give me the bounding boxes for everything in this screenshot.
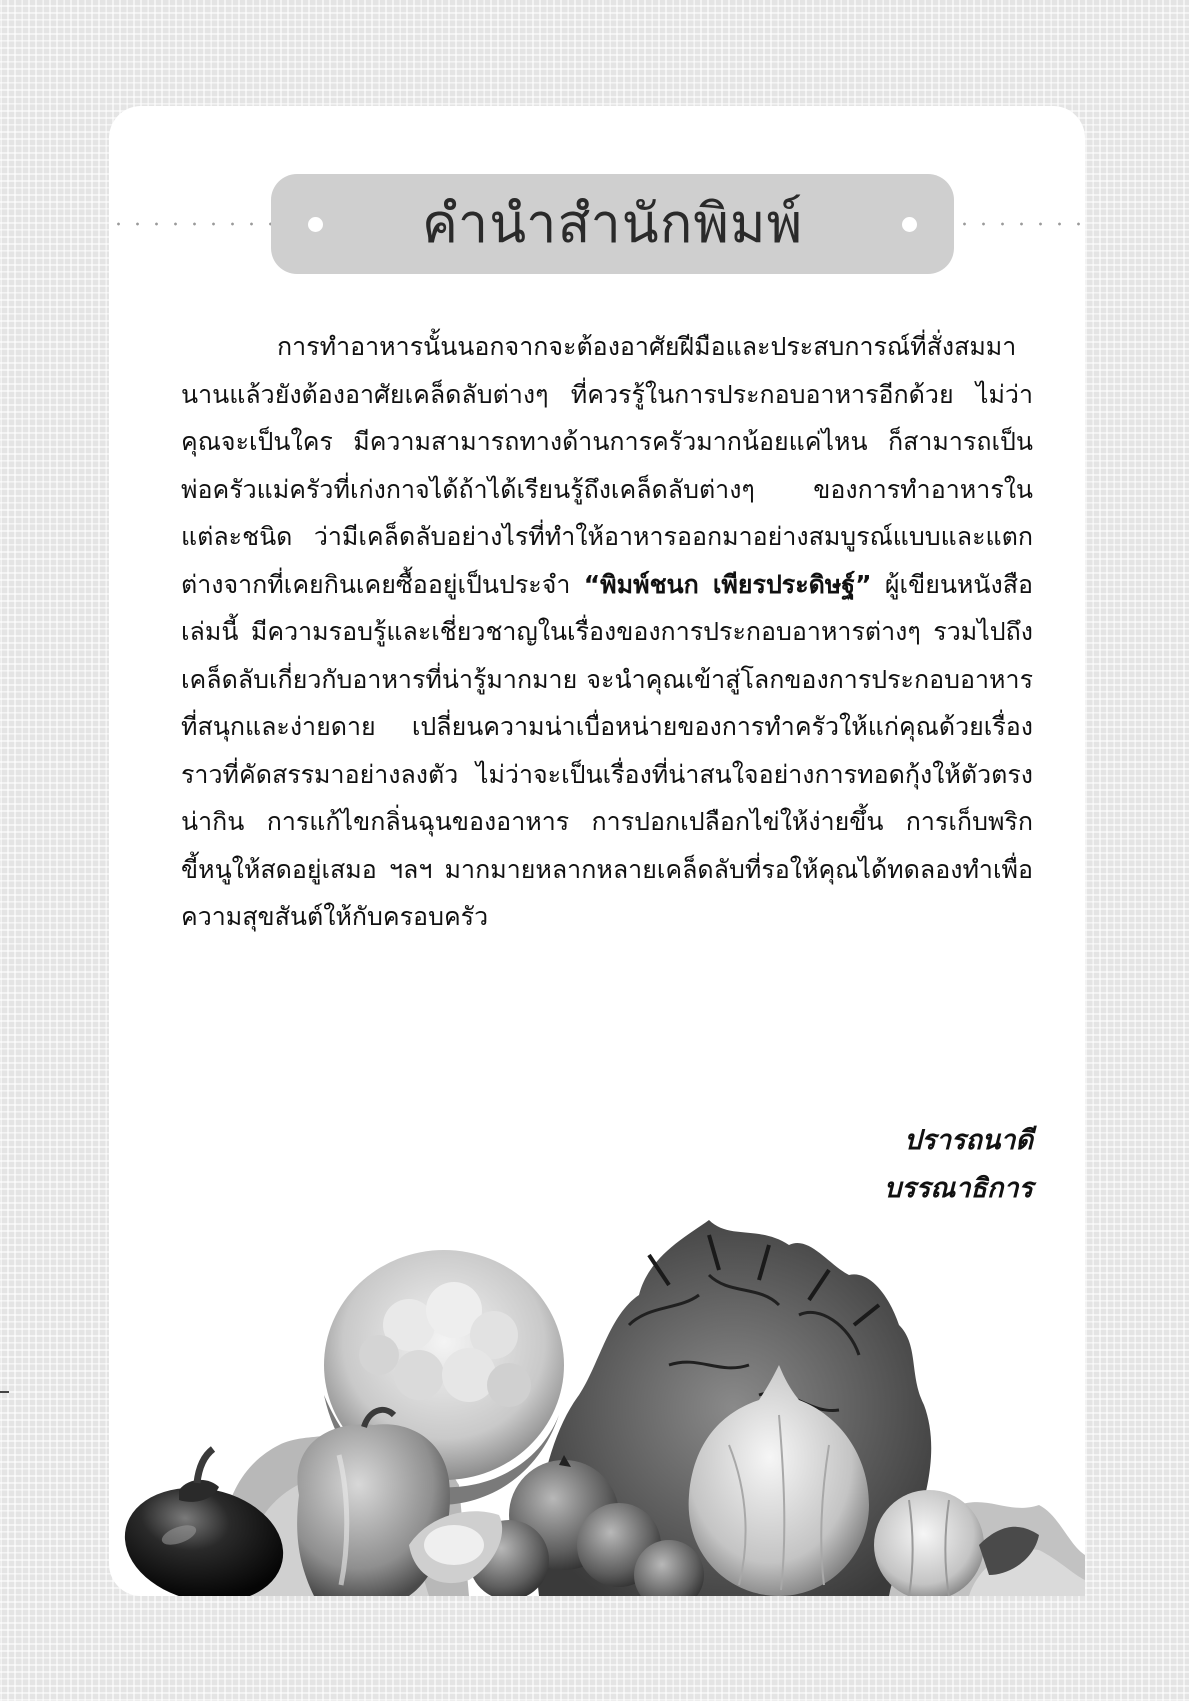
title-banner (271, 174, 954, 274)
title-dotted-rule-right (955, 222, 1085, 226)
vegetables-illustration (109, 1215, 1085, 1596)
title-dotted-rule-left (109, 222, 274, 226)
page-edge-mark (0, 1391, 9, 1393)
preface-text-part2: ผู้เขียนหนังสือเล่มนี้ มีความรอบรู้และเชี่ยวชาญในเรื่องของการประกอบอาหารต่างๆ รวมไปถึงเคล็ดลับเกี่ยวกับอาหารที่น่ารู้มากมาย จะนำคุณเข้าสู่โลกของการประกอบอาหารที่สนุกและง่ายดาย เปลี่ยนความน่าเบื่อหน่ายของการทำครัวให้แก่คุณด้วยเรื่องราวที่คัดสรรมาอย่างลงตัว ไม่ว่าจะเป็นเรื่องที่น่าสนใจอย่างการทอดกุ้งให้ตัวตรงน่ากิน การแก้ไขกลิ่นฉุนของอาหาร การปอกเปลือกไข่ให้ง่ายขึ้น การเก็บพริกขี้หนูให้สดอยู่เสมอ ฯลฯ มากมายหลากหลายเคล็ดลับที่รอให้คุณได้ทดลองทำเพื่อความสุขสันต์ให้กับครอบครัว (181, 569, 1033, 931)
page-title: คำนำสำนักพิมพ์ (421, 192, 804, 255)
author-name: “พิมพ์ชนก เพียรประดิษฐ์” (583, 569, 872, 599)
signoff-editor: บรรณาธิการ (884, 1173, 1033, 1204)
preface-text-part1: การทำอาหารนั้นนอกจากจะต้องอาศัยฝีมือและประสบการณ์ที่สั่งสมมานานแล้วยังต้องอาศัยเคล็ดลับต่างๆ ที่ควรรู้ในการประกอบอาหารอีกด้วย ไม่ว่าคุณจะเป็นใคร มีความสามารถทางด้านการครัวมากน้อยแค่ไหน ก็สามารถเป็นพ่อครัวแม่ครัวที่เก่งกาจได้ถ้าได้เรียนรู้ถึงเคล็ดลับต่างๆ ของการทำอาหารในแต่ละชนิด ว่ามีเคล็ดลับอย่างไรที่ทำให้อาหารออกมาอย่างสมบูรณ์แบบและแตกต่างจากที่เคยกินเคยซื้ออยู่เป็นประจำ (181, 332, 1033, 599)
bullet-dot-icon (902, 217, 917, 232)
signoff-greeting: ปรารถนาดี (904, 1125, 1033, 1156)
preface-paragraph (181, 323, 1033, 941)
